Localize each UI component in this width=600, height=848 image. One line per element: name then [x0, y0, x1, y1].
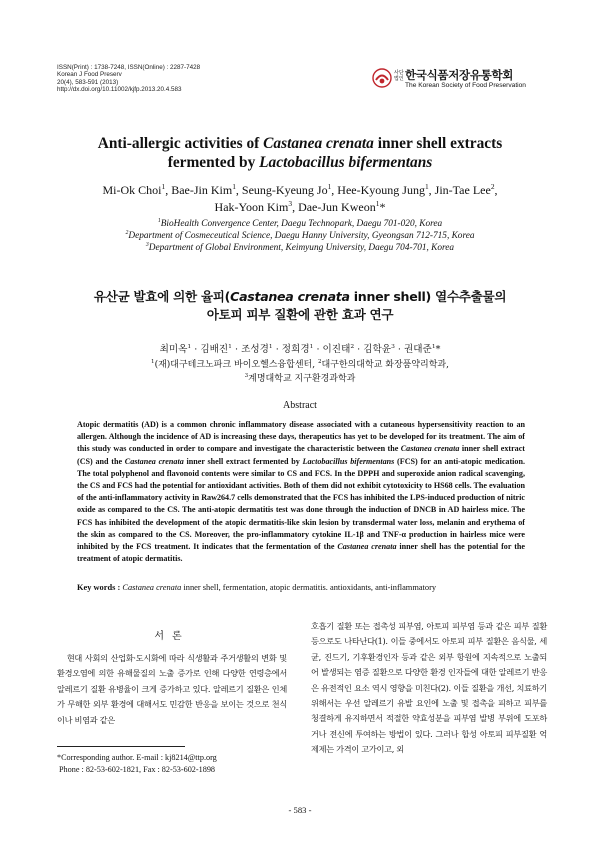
author-list-en: Mi-Ok Choi$^1$, Bae-Jin Kim$^1$, Seung-Kyeung Jo$^1$, Hee-Kyoung Jung$^1$, Jin-Tae Lee$^2$, Hak-Yoon Kim$^3$, Dae-Jun Kweon$^1$* — [102, 182, 498, 214]
society-prefix: 사단 법인 — [394, 70, 404, 82]
intro-left-column: 현대 사회의 산업화·도시화에 따라 식생활과 주거생활의 변화 및 환경오염에 의한 유해물질의 노출 증가로 인해 다양한 연령층에서 알레르기 질환 유병율이 크게 증가하고 있다. 알레르기 질환은 인체가 무해한 외부 환경에 대해서도 민감한 반응을 보이는 것으로 천식이나 비염과 같은 — [57, 653, 287, 725]
bacterium-name: Lactobacillus bifermentans — [259, 154, 433, 171]
society-logo — [372, 67, 562, 93]
affiliations-en — [40, 218, 560, 254]
affiliation-2: $^2$Department of Cosmeceutical Science, Daegu Hanny University, Gyeongsan 712-715, Korea — [125, 229, 475, 241]
keywords: Key words : Castanea crenata inner shell, fermentation, atopic dermatitis. antioxidants, anti-inflammatory — [77, 583, 437, 592]
paper-title-en: Anti-allergic activities of Castanea crenata inner shell extracts fermented by Lactobacillus bifermentans — [97, 135, 503, 171]
corresponding-author-footnote: *Corresponding author. E-mail : kj8214@ttp.org Phone : 82-53-602-1821, Fax : 82-53-602-1898 — [57, 753, 217, 774]
doi-link[interactable]: http://dx.doi.org/10.11002/kjfp.2013.20.4.583 — [57, 86, 182, 94]
species-name-ko-title: Castanea crenata — [230, 289, 350, 304]
affiliations-ko: $^1$(재)대구테크노파크 바이오헬스융합센터, $^2$대구한의대학교 화장품약리학과, $^3$계명대학교 지구환경과학과 — [151, 359, 449, 384]
species-name: Castanea crenata — [263, 135, 374, 152]
society-emblem-icon — [372, 68, 392, 88]
section-heading-intro: 서론 — [154, 631, 190, 642]
page-number: - 583 - — [288, 805, 312, 815]
abstract-body: Atopic dermatitis (AD) is a common chronic inflammatory disease associated with a cutaneous hypersensitivity reaction to an allergen. Although the incidence of AD is increasing these days, therapeutics has yet to be developed for its treatment. The aim of this study was conducted in order to compare and investigate the characteristic between the Castanea crenata inner shell extract (CS) and the Castanea crenata inner shell extract fermented by Lactobacillus bifermentans (FCS) for an anti-atopic medication. The total polyphenol and flavonoid contents were similar to CS and FCS. In the DPPH and superoxide anion radical scavenging, the CS and FCS had the potential for antioxidant activities. Both of them did not exhibit cytotoxicity to HS68 cells. The evaluation of the anti-inflammatory activity in Raw264.7 cells demonstrated that the FCS has inhibited the LPS-induced production of nitric oxide as compared to the CS. The anti-atopic dermatitis test was done through the induction of DNCB in AD hairless mice. The FCS has inhibited the development of the atopic dermatitis-like skin lesion by transdermal water loss, melanin and erythema of the skin as compared to the CS. Moreover, the pro-inflammatory cytokine IL-1β and TNF-α production in hairless mice were inhibited by the FCS treatment. It indicates that the fermentation of the Castanea crenata inner shell has the potential for the treatment of atopic dermatitis. — [77, 420, 525, 564]
journal-name: Korean J Food Preserv — [57, 71, 122, 79]
keywords-label: Key words : — [77, 583, 123, 592]
paper-title-ko: 유산균 발효에 의한 율피(Castanea crenata inner shell) 열수추출물의 아토피 피부 질환에 관한 효과 연구 — [93, 289, 507, 322]
footnote-divider — [57, 746, 185, 747]
affiliation-1: $^1$BioHealth Convergence Center, Daegu Technopark, Daegu 701-020, Korea — [157, 217, 443, 229]
author-list-ko: 최미옥$^1$ · 김배진$^1$ · 조성경$^1$ · 정희경$^1$ · 이진태$^2$ · 김학윤$^3$ · 권대준$^1$* — [159, 342, 441, 355]
journal-meta — [57, 64, 200, 94]
society-name-ko: 한국식품저장유통학회 — [405, 68, 514, 82]
affiliation-3: $^3$Department of Global Environment, Keimyung University, Daegu 704-701, Korea — [145, 241, 455, 253]
volume-line: 20(4), 583-591 (2013) — [57, 78, 119, 86]
society-name-en: The Korean Society of Food Preservation — [405, 82, 526, 89]
intro-right-column: 호흡기 질환 또는 접촉성 피부염, 아토피 피부염 등과 같은 피부 질환 등으로도 나타난다(1). 이들 중에서도 아토피 피부 질환은 음식물, 세균, 진드기, 기후환경인자 등과 같은 외부 항원에 지속적으로 노출되어 발생되는 염증 질환으로 다양한 환경 인자들에 대한 알레르기 반응은 유전적인 요소 역시 영향을 미친다(2). 이들 질환을 개선, 치료하기 위해서는 우선 알레르기 유발 요인에 노출 및 접촉을 피하고 피부를 청결하게 유지하면서 적절한 약효성분을 피부염 발병 부위에 도포하거나 전신에 투여하는 방법이 있다. 그러나 합성 아토피 피부질환 억제제는 가격이 고가이고, 외 — [311, 621, 547, 755]
issn-line: ISSN(Print) : 1738-7248, ISSN(Online) : 2287-7428 — [57, 64, 201, 71]
abstract-heading: Abstract — [283, 400, 317, 411]
